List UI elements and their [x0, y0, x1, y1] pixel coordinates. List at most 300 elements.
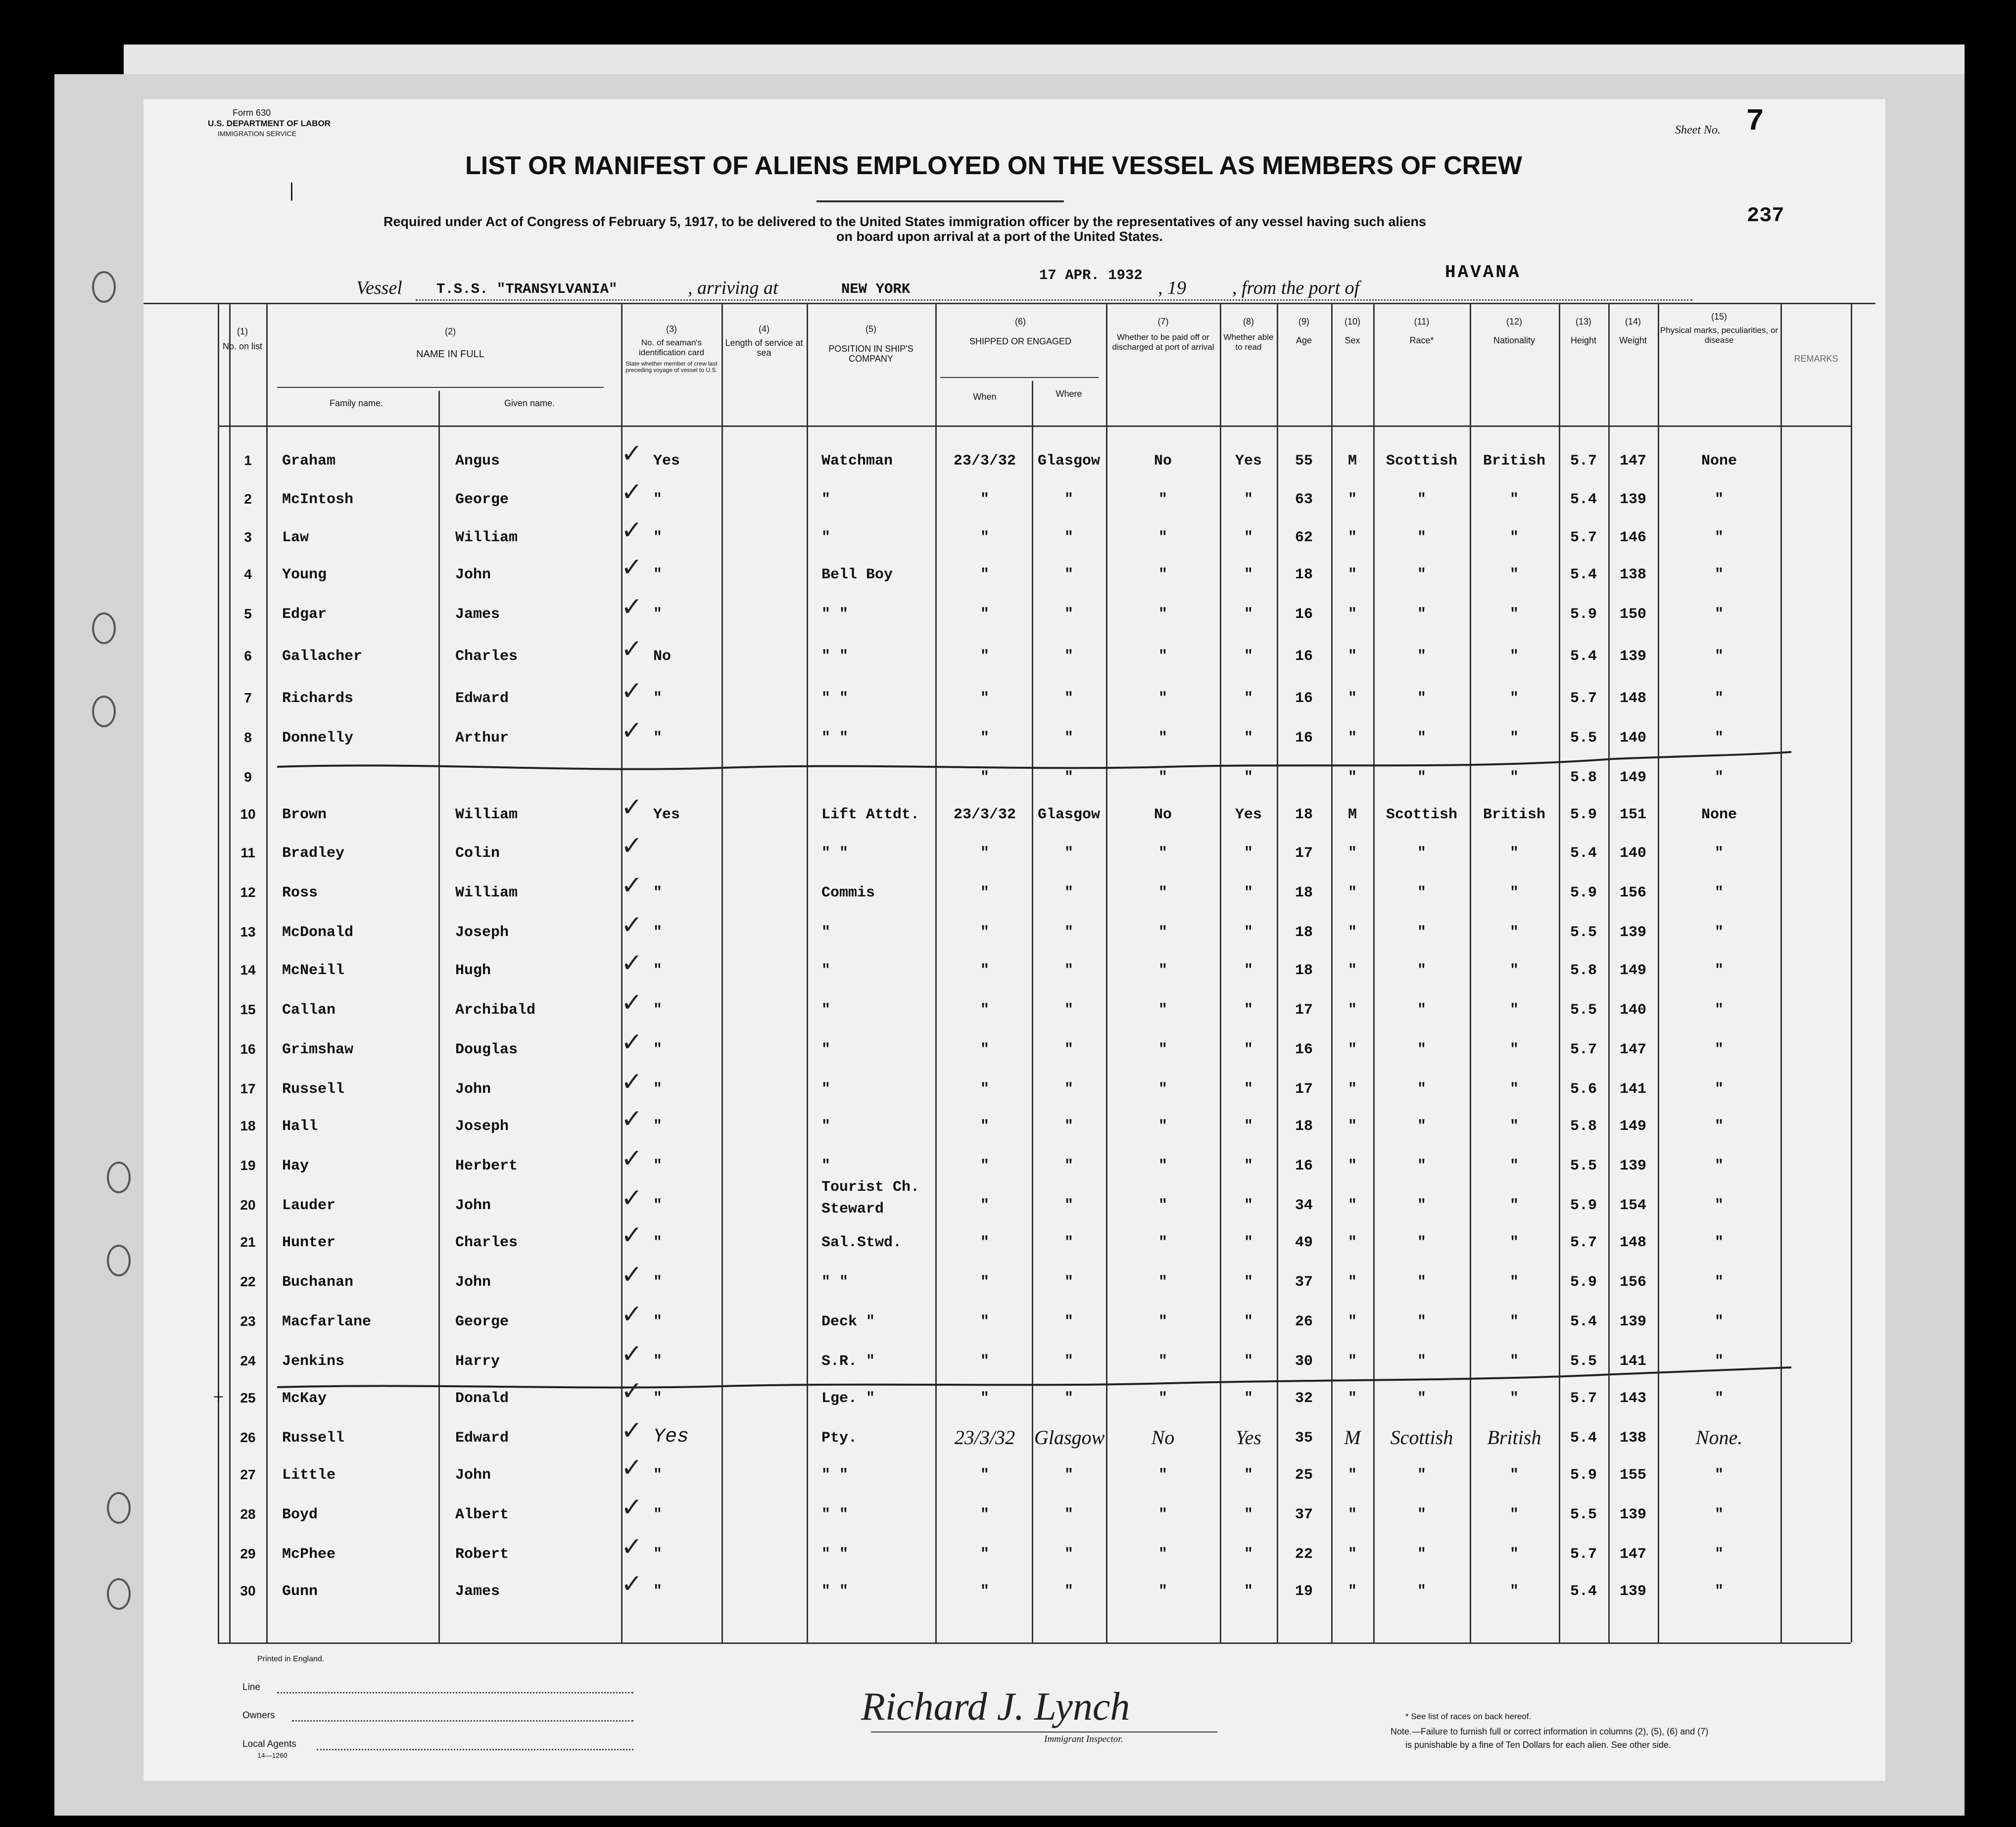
col-rule [266, 303, 268, 1642]
col2-header [267, 327, 633, 359]
family-name-cell: Little [282, 1467, 336, 1484]
weight-cell: 139 [1619, 1158, 1646, 1174]
given-name-cell: William [455, 885, 518, 901]
position-in-ship-cell: " " [821, 690, 849, 707]
nationality-cell: " [1509, 690, 1519, 707]
height-cell: 5.7 [1570, 1234, 1597, 1251]
shipped-when-cell: " [980, 1467, 989, 1484]
race-cell: " [1417, 885, 1426, 901]
nationality-cell: " [1509, 730, 1519, 747]
check-mark-icon: ✓ [621, 1104, 643, 1134]
height-cell: 5.9 [1570, 1197, 1597, 1214]
able-to-read-cell: " [1244, 1583, 1253, 1600]
height-cell: 5.7 [1570, 1390, 1597, 1407]
height-cell: 5.8 [1570, 769, 1597, 786]
nationality-cell: " [1509, 1158, 1519, 1174]
check-mark-icon: ✓ [621, 1569, 643, 1599]
race-cell: " [1417, 1002, 1426, 1019]
sex-cell: " [1347, 924, 1357, 941]
col15-number: (15) [1711, 312, 1727, 322]
given-name-cell: Douglas [455, 1041, 518, 1058]
paid-off-cell: " [1158, 1118, 1167, 1135]
card-status-cell: Yes [653, 806, 680, 823]
able-to-read-cell: " [1244, 730, 1253, 747]
able-to-read-cell: " [1244, 1234, 1253, 1251]
family-name-cell: Gunn [282, 1583, 318, 1600]
physical-marks-cell: " [1714, 1313, 1724, 1330]
able-to-read-cell: Yes [1235, 453, 1262, 469]
col-rule [1032, 381, 1033, 1642]
able-to-read-cell: " [1244, 885, 1253, 901]
weight-cell: 154 [1619, 1197, 1646, 1214]
shipped-where-cell: " [1064, 566, 1073, 583]
nationality-cell: " [1509, 1583, 1519, 1600]
height-cell: 5.4 [1570, 845, 1597, 862]
cross-mark: + [213, 1386, 224, 1408]
paid-off-cell: " [1158, 1467, 1167, 1484]
paid-off-cell: " [1158, 1583, 1167, 1600]
shipped-where-cell: " [1064, 1583, 1073, 1600]
sex-cell: " [1347, 1546, 1357, 1563]
row-number-cell: 13 [240, 924, 256, 939]
height-cell: 5.4 [1570, 566, 1597, 583]
weight-cell: 148 [1619, 690, 1646, 707]
able-to-read-cell: " [1244, 566, 1253, 583]
shipped-when-cell: " [980, 845, 989, 862]
weight-cell: 139 [1619, 1506, 1646, 1523]
weight-cell: 139 [1619, 1313, 1646, 1330]
row-number-cell: 15 [240, 1002, 256, 1017]
able-to-read-cell: " [1244, 606, 1253, 623]
col14-header [1609, 317, 1657, 345]
age-cell: 62 [1295, 529, 1313, 546]
position-in-ship-cell: " " [821, 1546, 849, 1563]
col11-number: (11) [1414, 317, 1430, 327]
card-status-cell: " [653, 1467, 663, 1484]
age-cell: 16 [1295, 1158, 1313, 1174]
col12-label: Nationality [1493, 335, 1536, 345]
family-name-cell: Grimshaw [282, 1041, 354, 1058]
arriving-port: NEW YORK [841, 281, 911, 297]
nationality-cell: " [1509, 491, 1519, 508]
shipped-where-cell: " [1064, 1197, 1073, 1214]
race-cell: Scottish [1386, 806, 1458, 823]
race-cell: " [1417, 1467, 1426, 1484]
sex-cell: " [1347, 1197, 1357, 1214]
weight-cell: 155 [1619, 1467, 1646, 1484]
nationality-cell: " [1509, 529, 1519, 546]
race-cell: Scottish [1390, 1426, 1453, 1449]
weight-cell: 140 [1619, 730, 1646, 747]
able-to-read-cell: Yes [1235, 806, 1262, 823]
check-mark-icon: ✓ [621, 1067, 643, 1097]
card-status-cell: " [653, 1041, 663, 1058]
row-number-cell: 5 [244, 606, 252, 621]
shipped-when-cell: " [980, 1002, 989, 1019]
shipped-when-cell: " [980, 606, 989, 623]
paid-off-cell: " [1158, 1041, 1167, 1058]
col12-number: (12) [1506, 317, 1522, 327]
able-to-read-cell: " [1244, 1118, 1253, 1135]
col15-label: Physical marks, peculiarities, or disease [1660, 326, 1778, 345]
position-in-ship-cell: " " [821, 845, 849, 862]
able-to-read-cell: " [1244, 1506, 1253, 1523]
able-to-read-cell: " [1244, 1002, 1253, 1019]
weight-cell: 139 [1619, 648, 1646, 665]
family-name-cell: Boyd [282, 1506, 318, 1523]
paid-off-cell: " [1158, 1081, 1167, 1098]
shipped-where-cell: " [1064, 1118, 1073, 1135]
shipped-when-cell: " [980, 1081, 989, 1098]
able-to-read-cell: " [1244, 1158, 1253, 1174]
given-name-header: Given name. [504, 398, 555, 408]
family-name-cell: Russell [282, 1081, 345, 1098]
sex-cell: " [1347, 1274, 1357, 1291]
shipped-when-cell: " [980, 648, 989, 665]
given-name-cell: Harry [455, 1353, 500, 1370]
nationality-cell: " [1509, 566, 1519, 583]
ring-hole-mark [107, 1492, 131, 1524]
col1-header [220, 327, 265, 351]
paid-off-cell: " [1158, 769, 1167, 786]
shipped-where-cell: " [1064, 1313, 1073, 1330]
check-mark-icon: ✓ [621, 634, 643, 664]
race-cell: " [1417, 566, 1426, 583]
family-name-cell: Graham [282, 453, 336, 469]
physical-marks-cell: " [1714, 1041, 1724, 1058]
sex-cell: " [1347, 1081, 1357, 1098]
weight-cell: 141 [1619, 1081, 1646, 1098]
row-number-cell: 9 [244, 769, 252, 785]
sex-cell: " [1347, 1158, 1357, 1174]
race-cell: " [1417, 1158, 1426, 1174]
check-mark-icon: ✓ [621, 1339, 643, 1369]
race-cell: " [1417, 1234, 1426, 1251]
owners-rule [292, 1720, 633, 1723]
family-name-cell: Richards [282, 690, 354, 707]
nationality-cell: " [1509, 845, 1519, 862]
given-name-cell: Edward [455, 1430, 509, 1447]
position-in-ship-cell: " [821, 924, 831, 941]
paid-off-cell: " [1158, 730, 1167, 747]
family-name-cell: Bradley [282, 845, 345, 862]
card-status-cell: " [653, 1313, 663, 1330]
family-name-cell: McKay [282, 1390, 327, 1407]
col1-label: No. on list [222, 341, 263, 351]
signature-rule [871, 1732, 1217, 1733]
remarks-header: REMARKS [1794, 354, 1838, 364]
card-status-cell: " [653, 962, 663, 979]
nationality-cell: " [1509, 962, 1519, 979]
weight-cell: 147 [1619, 1041, 1646, 1058]
weight-cell: 147 [1619, 453, 1646, 469]
shipped-where-cell: " [1064, 1353, 1073, 1370]
family-name-cell: Hall [282, 1118, 318, 1135]
physical-marks-cell: " [1714, 1081, 1724, 1098]
sex-cell: " [1347, 1002, 1357, 1019]
age-cell: 32 [1295, 1390, 1313, 1407]
given-name-cell: John [455, 1197, 491, 1214]
col-rule [438, 391, 440, 1642]
position-in-ship-cell: Watchman [821, 453, 893, 469]
check-mark-icon: ✓ [621, 477, 643, 507]
paid-off-cell: No [1153, 453, 1172, 469]
able-to-read-cell: " [1244, 845, 1253, 862]
paid-off-cell: " [1158, 1506, 1167, 1523]
height-cell: 5.8 [1570, 962, 1597, 979]
race-cell: " [1417, 1546, 1426, 1563]
age-cell: 17 [1295, 1002, 1313, 1019]
family-name-cell: McIntosh [282, 491, 354, 508]
height-cell: 5.5 [1570, 1002, 1597, 1019]
race-cell: " [1417, 690, 1426, 707]
row-number-cell: 20 [240, 1197, 256, 1213]
position-in-ship-cell: " [821, 1002, 831, 1019]
col13-label: Height [1570, 335, 1597, 345]
able-to-read-cell: Yes [1236, 1426, 1261, 1449]
shipped-where-cell: " [1064, 491, 1073, 508]
physical-marks-cell: " [1714, 1506, 1724, 1523]
card-status-cell: No [653, 648, 672, 665]
shipped-when-cell: 23/3/32 [953, 806, 1016, 823]
weight-cell: 139 [1619, 1583, 1646, 1600]
paid-off-cell: " [1158, 566, 1167, 583]
where-header: Where [1056, 389, 1082, 399]
owners-label: Owners [242, 1710, 275, 1721]
row-number-cell: 30 [240, 1583, 256, 1598]
sex-cell: " [1347, 1506, 1357, 1523]
col-rule [721, 303, 723, 1642]
family-name-cell: Hay [282, 1158, 309, 1174]
shipped-when-cell: " [980, 924, 989, 941]
card-status-cell: " [653, 1546, 663, 1563]
physical-marks-cell: " [1714, 924, 1724, 941]
col9-number: (9) [1298, 317, 1309, 327]
name-subheader-rule [277, 387, 604, 388]
shipped-where-cell: " [1064, 769, 1073, 786]
sex-cell: " [1347, 529, 1357, 546]
shipped-when-cell: " [980, 962, 989, 979]
check-mark-icon: ✓ [621, 831, 643, 861]
strike-line-row9 [277, 742, 1791, 777]
physical-marks-cell: " [1714, 1274, 1724, 1291]
physical-marks-cell: " [1714, 606, 1724, 623]
sex-cell: " [1347, 566, 1357, 583]
weight-cell: 150 [1619, 606, 1646, 623]
nationality-cell: " [1509, 924, 1519, 941]
nationality-cell: " [1509, 1274, 1519, 1291]
shipped-where-cell: " [1064, 690, 1073, 707]
table-bottom-rule [218, 1642, 1851, 1644]
paid-off-cell: " [1158, 491, 1167, 508]
race-cell: " [1417, 1197, 1426, 1214]
position-in-ship-cell: " " [821, 1506, 849, 1523]
physical-marks-cell: " [1714, 885, 1724, 901]
col2-label: NAME IN FULL [416, 349, 484, 360]
shipped-when-cell: 23/3/32 [953, 453, 1016, 469]
age-cell: 16 [1295, 730, 1313, 747]
physical-marks-cell: " [1714, 769, 1724, 786]
col-rule [229, 303, 231, 1642]
weight-cell: 147 [1619, 1546, 1646, 1563]
paid-off-cell: " [1158, 529, 1167, 546]
check-mark-icon: ✓ [621, 553, 643, 582]
row-number-cell: 7 [244, 690, 252, 705]
sex-cell: " [1347, 730, 1357, 747]
given-name-cell: Albert [455, 1506, 509, 1523]
row-number-cell: 4 [244, 566, 252, 582]
given-name-cell: Edward [455, 690, 509, 707]
age-cell: 30 [1295, 1353, 1313, 1370]
row-number-cell: 21 [240, 1234, 256, 1250]
inspector-signature: Richard J. Lynch [861, 1685, 1130, 1729]
arrival-date: 17 APR. 1932 [1039, 267, 1143, 283]
able-to-read-cell: " [1244, 690, 1253, 707]
race-cell: " [1417, 648, 1426, 665]
shipped-where-cell: " [1064, 962, 1073, 979]
able-to-read-cell: " [1244, 962, 1253, 979]
age-cell: 26 [1295, 1313, 1313, 1330]
manifest-title: LIST OR MANIFEST OF ALIENS EMPLOYED ON THE VESSEL AS MEMBERS OF CREW [465, 151, 1522, 180]
shipped-where-cell: " [1064, 1041, 1073, 1058]
check-mark-icon: ✓ [621, 1260, 643, 1290]
height-cell: 5.9 [1570, 806, 1597, 823]
physical-marks-cell: None [1701, 806, 1737, 823]
family-name-cell: Edgar [282, 606, 327, 623]
physical-marks-cell: " [1714, 1158, 1724, 1174]
penalty-note-line1: Note.—Failure to furnish full or correct information in columns (2), (5), (6) and (7) [1391, 1727, 1709, 1736]
able-to-read-cell: " [1244, 648, 1253, 665]
nationality-cell: " [1509, 1081, 1519, 1098]
col3-number: (3) [666, 324, 677, 334]
shipped-where-cell: " [1064, 1002, 1073, 1019]
ring-hole-mark [92, 696, 116, 727]
age-cell: 18 [1295, 924, 1313, 941]
physical-marks-cell: " [1714, 1234, 1724, 1251]
nationality-cell: " [1509, 1118, 1519, 1135]
able-to-read-cell: " [1244, 491, 1253, 508]
height-cell: 5.8 [1570, 1118, 1597, 1135]
shipped-when-cell: " [980, 1583, 989, 1600]
line-label: Line [242, 1682, 260, 1692]
col9-header [1278, 317, 1330, 345]
age-cell: 19 [1295, 1583, 1313, 1600]
row-number-cell: 27 [240, 1467, 256, 1482]
sex-cell: " [1347, 845, 1357, 862]
given-name-cell: Joseph [455, 924, 509, 941]
form-code: 14—1260 [257, 1751, 288, 1759]
family-name-cell: Russell [282, 1430, 345, 1447]
family-name-cell: Brown [282, 806, 327, 823]
shipped-when-cell: " [980, 491, 989, 508]
position-in-ship-cell: " " [821, 1467, 849, 1484]
height-cell: 5.4 [1570, 1313, 1597, 1330]
shipped-when-cell: " [980, 885, 989, 901]
card-status-cell: " [653, 1002, 663, 1019]
department-label: U.S. DEPARTMENT OF LABOR [208, 119, 331, 128]
paid-off-cell: No [1151, 1426, 1175, 1449]
card-status-cell: " [653, 1353, 663, 1370]
position-in-ship-cell: Lge. " [821, 1390, 875, 1407]
height-cell: 5.7 [1570, 529, 1597, 546]
position-in-ship-cell: " " [821, 648, 849, 665]
sex-cell: M [1347, 806, 1357, 823]
col10-label: Sex [1344, 335, 1360, 345]
check-mark-icon: ✓ [621, 676, 643, 706]
nationality-cell: " [1509, 1546, 1519, 1563]
shipped-when-cell: " [980, 1390, 989, 1407]
nationality-cell: " [1509, 885, 1519, 901]
sex-cell: " [1347, 1118, 1357, 1135]
col4-number: (4) [759, 324, 769, 334]
given-name-cell: William [455, 529, 518, 546]
row-number-cell: 3 [244, 529, 252, 545]
check-mark-icon: ✓ [621, 716, 643, 746]
nationality-cell: British [1487, 1426, 1541, 1449]
height-cell: 5.9 [1570, 1274, 1597, 1291]
shipped-where-cell: " [1064, 1158, 1073, 1174]
shipped-when-cell: 23/3/32 [954, 1426, 1015, 1449]
family-name-cell: Young [282, 566, 327, 583]
weight-cell: 148 [1619, 1234, 1646, 1251]
shipped-where-cell: " [1064, 1546, 1073, 1563]
row-number-cell: 29 [240, 1546, 256, 1561]
shipped-when-cell: " [980, 529, 989, 546]
physical-marks-cell: " [1714, 962, 1724, 979]
age-cell: 35 [1295, 1430, 1313, 1447]
card-status-cell: " [653, 1274, 663, 1291]
able-to-read-cell: " [1244, 1546, 1253, 1563]
col13-header [1560, 317, 1607, 345]
col4-label: Length of service at sea [725, 338, 803, 358]
position-in-ship-cell: " " [821, 1274, 849, 1291]
from-port: HAVANA [1445, 262, 1521, 282]
card-status-cell: " [653, 690, 663, 707]
given-name-cell: Arthur [455, 730, 509, 747]
given-name-cell: Angus [455, 453, 500, 469]
col7-header [1107, 317, 1219, 352]
col-rule [1851, 303, 1852, 1642]
arriving-label: , arriving at [688, 278, 778, 298]
paid-off-cell: " [1158, 924, 1167, 941]
family-name-cell: McPhee [282, 1546, 336, 1563]
sex-cell: " [1347, 769, 1357, 786]
card-status-cell: " [653, 491, 663, 508]
shipped-where-cell: " [1064, 885, 1073, 901]
ring-hole-mark [107, 1245, 131, 1276]
physical-marks-cell: " [1714, 690, 1724, 707]
col8-header [1221, 317, 1276, 352]
given-name-cell: Robert [455, 1546, 509, 1563]
physical-marks-cell: " [1714, 730, 1724, 747]
col5-header [808, 324, 934, 364]
check-mark-icon: ✓ [621, 988, 643, 1018]
able-to-read-cell: " [1244, 1041, 1253, 1058]
nationality-cell: " [1509, 1467, 1519, 1484]
form-number: Form 630 [233, 108, 271, 118]
paid-off-cell: " [1158, 962, 1167, 979]
position-in-ship-cell: " " [821, 606, 849, 623]
age-cell: 16 [1295, 1041, 1313, 1058]
manifest-subtitle-line1: Required under Act of Congress of February 5, 1917, to be delivered to the United States immigration officer by the representatives of any vessel having such aliens [384, 214, 1427, 229]
race-cell: " [1417, 1390, 1426, 1407]
paid-off-cell: " [1158, 1390, 1167, 1407]
family-name-cell: Law [282, 529, 309, 546]
able-to-read-cell: " [1244, 1313, 1253, 1330]
service-label: IMMIGRATION SERVICE [218, 130, 296, 138]
weight-cell: 149 [1619, 769, 1646, 786]
given-name-cell: William [455, 806, 518, 823]
